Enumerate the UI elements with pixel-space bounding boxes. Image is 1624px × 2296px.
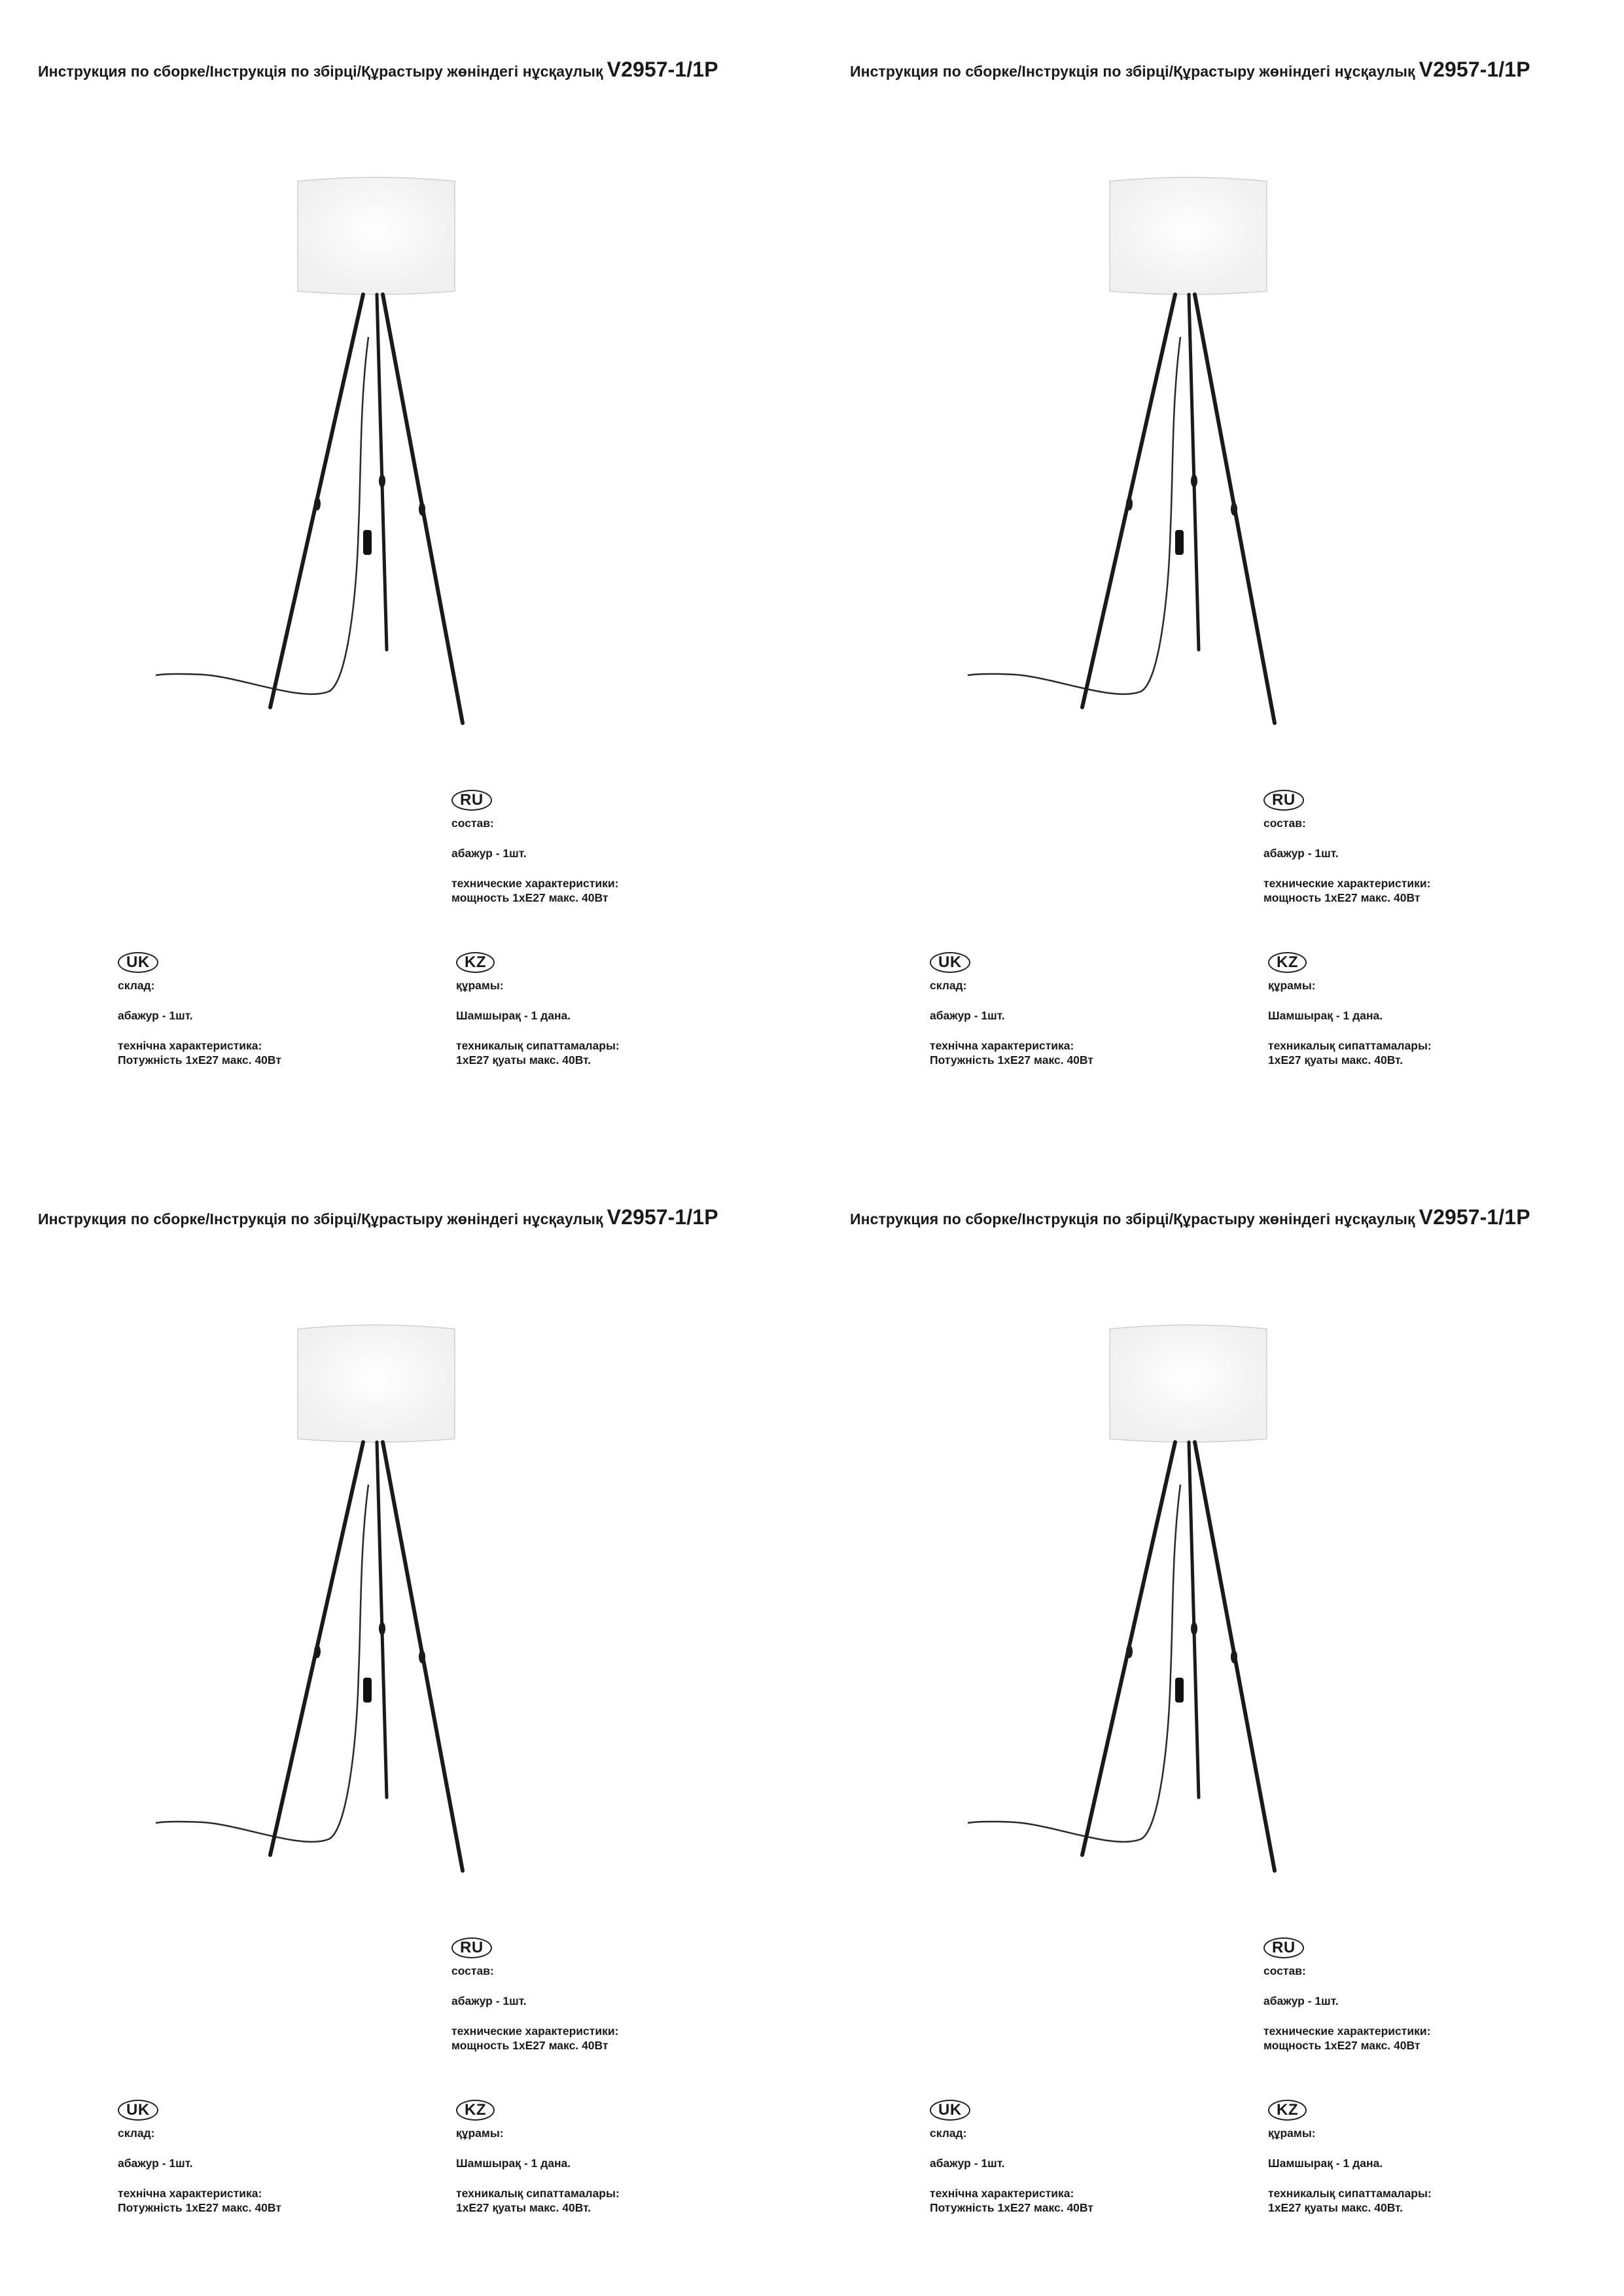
uk-spec-label: технічна характеристика: — [930, 1039, 1074, 1052]
uk-composition-label: склад: — [930, 979, 967, 992]
kz-spec-label: техникалық сипаттамалары: — [456, 2187, 620, 2200]
lamp-shade — [298, 177, 455, 294]
model-number: V2957-1/1P — [607, 1205, 718, 1229]
uk-badge: UK — [118, 2100, 158, 2121]
lamp-shade — [1110, 1325, 1267, 1442]
kz-badge: KZ — [456, 952, 495, 973]
card-title — [38, 1205, 797, 1229]
uk-section — [930, 952, 1205, 1083]
ru-badge: RU — [1263, 790, 1304, 811]
leg-joint-right — [1231, 503, 1237, 516]
uk-item: абажур - 1шт. — [930, 2157, 1005, 2170]
kz-spec-value: 1xE27 қуаты макс. 40Вт. — [1268, 1053, 1403, 1067]
kz-section — [456, 2100, 731, 2231]
uk-spec-label: технічна характеристика: — [118, 2187, 262, 2200]
kz-composition-label: құрамы: — [1268, 2127, 1316, 2140]
leg-joint-right — [419, 1650, 425, 1663]
card-title — [850, 1205, 1609, 1229]
uk-spec-value: Потужність 1xE27 макс. 40Вт — [930, 1053, 1093, 1067]
ru-composition-label: состав: — [1263, 1964, 1306, 1977]
kz-composition-label: құрамы: — [456, 979, 504, 992]
kz-item: Шамшырақ - 1 дана. — [1268, 2157, 1383, 2170]
leg-joint-left — [314, 1645, 321, 1658]
kz-composition-label: құрамы: — [456, 2127, 504, 2140]
instruction-card — [0, 0, 812, 1148]
kz-item: Шамшырақ - 1 дана. — [456, 2157, 571, 2170]
lamp-shade — [298, 1325, 455, 1442]
ru-spec-label: технические характеристики: — [1263, 877, 1431, 890]
ru-item: абажур - 1шт. — [1263, 847, 1339, 860]
power-cord — [156, 1485, 368, 1842]
kz-section — [1268, 2100, 1543, 2231]
uk-item: абажур - 1шт. — [118, 1009, 193, 1022]
leg-joint-back — [1191, 474, 1197, 487]
leg-joint-left — [314, 497, 321, 510]
cord-switch — [363, 1678, 372, 1703]
leg-joint-right — [419, 503, 425, 516]
ru-spec-label: технические характеристики: — [451, 2024, 619, 2038]
ru-item: абажур - 1шт. — [1263, 1994, 1339, 2007]
power-cord — [156, 337, 368, 694]
floor-lamp-illustration — [962, 1321, 1303, 1884]
model-number: V2957-1/1P — [1419, 58, 1530, 81]
ru-composition-label: состав: — [451, 1964, 494, 1977]
ru-section — [451, 790, 726, 921]
kz-spec-label: техникалық сипаттамалары: — [1268, 1039, 1432, 1052]
ru-section — [451, 1937, 726, 2068]
uk-badge: UK — [118, 952, 158, 973]
leg-joint-back — [1191, 1622, 1197, 1635]
power-cord — [968, 337, 1180, 694]
power-cord — [968, 1485, 1180, 1842]
kz-spec-label: техникалық сипаттамалары: — [1268, 2187, 1432, 2200]
uk-spec-value: Потужність 1xE27 макс. 40Вт — [118, 1053, 281, 1067]
leg-joint-left — [1126, 1645, 1133, 1658]
kz-badge: KZ — [456, 2100, 495, 2121]
ru-badge: RU — [451, 1937, 492, 1958]
floor-lamp-illustration — [962, 173, 1303, 736]
uk-composition-label: склад: — [930, 2127, 967, 2140]
model-number: V2957-1/1P — [1419, 1205, 1530, 1229]
ru-section — [1263, 1937, 1538, 2068]
leg-joint-back — [379, 1622, 385, 1635]
kz-badge: KZ — [1268, 952, 1307, 973]
model-number: V2957-1/1P — [607, 58, 718, 81]
title-text: Инструкция по сборке/Інструкція по збірці/Құрастыру жөніндегі нұсқаулық — [850, 1210, 1415, 1227]
title-text: Инструкция по сборке/Інструкція по збірці/Құрастыру жөніндегі нұсқаулық — [850, 63, 1415, 80]
tripod-leg-back — [377, 1442, 387, 1797]
kz-section — [456, 952, 731, 1083]
uk-badge: UK — [930, 952, 970, 973]
uk-section — [930, 2100, 1205, 2231]
kz-spec-value: 1xE27 қуаты макс. 40Вт. — [456, 1053, 591, 1067]
uk-composition-label: склад: — [118, 979, 155, 992]
title-text: Инструкция по сборке/Інструкція по збірці/Құрастыру жөніндегі нұсқаулық — [38, 63, 603, 80]
uk-section — [118, 952, 393, 1083]
floor-lamp-illustration — [150, 1321, 491, 1884]
ru-spec-value: мощность 1xE27 макс. 40Вт — [1263, 2039, 1421, 2052]
cord-switch — [1175, 1678, 1184, 1703]
uk-spec-value: Потужність 1xE27 макс. 40Вт — [930, 2201, 1093, 2214]
leg-joint-right — [1231, 1650, 1237, 1663]
ru-section — [1263, 790, 1538, 921]
ru-composition-label: состав: — [1263, 817, 1306, 830]
instruction-card — [812, 1148, 1624, 2295]
ru-composition-label: состав: — [451, 817, 494, 830]
kz-badge: KZ — [1268, 2100, 1307, 2121]
kz-spec-label: техникалық сипаттамалары: — [456, 1039, 620, 1052]
uk-composition-label: склад: — [118, 2127, 155, 2140]
kz-spec-value: 1xE27 қуаты макс. 40Вт. — [1268, 2201, 1403, 2214]
kz-item: Шамшырақ - 1 дана. — [456, 1009, 571, 1022]
leg-joint-back — [379, 474, 385, 487]
instruction-card — [812, 0, 1624, 1148]
tripod-leg-back — [377, 294, 387, 650]
ru-spec-value: мощность 1xE27 макс. 40Вт — [1263, 891, 1421, 904]
kz-spec-value: 1xE27 қуаты макс. 40Вт. — [456, 2201, 591, 2214]
uk-badge: UK — [930, 2100, 970, 2121]
kz-composition-label: құрамы: — [1268, 979, 1316, 992]
uk-spec-label: технічна характеристика: — [118, 1039, 262, 1052]
ru-spec-value: мощность 1xE27 макс. 40Вт — [451, 891, 609, 904]
cord-switch — [1175, 530, 1184, 555]
ru-badge: RU — [451, 790, 492, 811]
tripod-leg-back — [1189, 1442, 1199, 1797]
ru-spec-value: мощность 1xE27 макс. 40Вт — [451, 2039, 609, 2052]
floor-lamp-illustration — [150, 173, 491, 736]
ru-item: абажур - 1шт. — [451, 847, 527, 860]
uk-spec-value: Потужність 1xE27 макс. 40Вт — [118, 2201, 281, 2214]
ru-badge: RU — [1263, 1937, 1304, 1958]
ru-item: абажур - 1шт. — [451, 1994, 527, 2007]
ru-spec-label: технические характеристики: — [451, 877, 619, 890]
kz-item: Шамшырақ - 1 дана. — [1268, 1009, 1383, 1022]
cord-switch — [363, 530, 372, 555]
ru-spec-label: технические характеристики: — [1263, 2024, 1431, 2038]
kz-section — [1268, 952, 1543, 1083]
instruction-card — [0, 1148, 812, 2295]
tripod-leg-back — [1189, 294, 1199, 650]
uk-item: абажур - 1шт. — [930, 1009, 1005, 1022]
card-title — [38, 58, 797, 82]
leg-joint-left — [1126, 497, 1133, 510]
uk-spec-label: технічна характеристика: — [930, 2187, 1074, 2200]
title-text: Инструкция по сборке/Інструкція по збірці/Құрастыру жөніндегі нұсқаулық — [38, 1210, 603, 1227]
card-title — [850, 58, 1609, 82]
uk-item: абажур - 1шт. — [118, 2157, 193, 2170]
uk-section — [118, 2100, 393, 2231]
lamp-shade — [1110, 177, 1267, 294]
